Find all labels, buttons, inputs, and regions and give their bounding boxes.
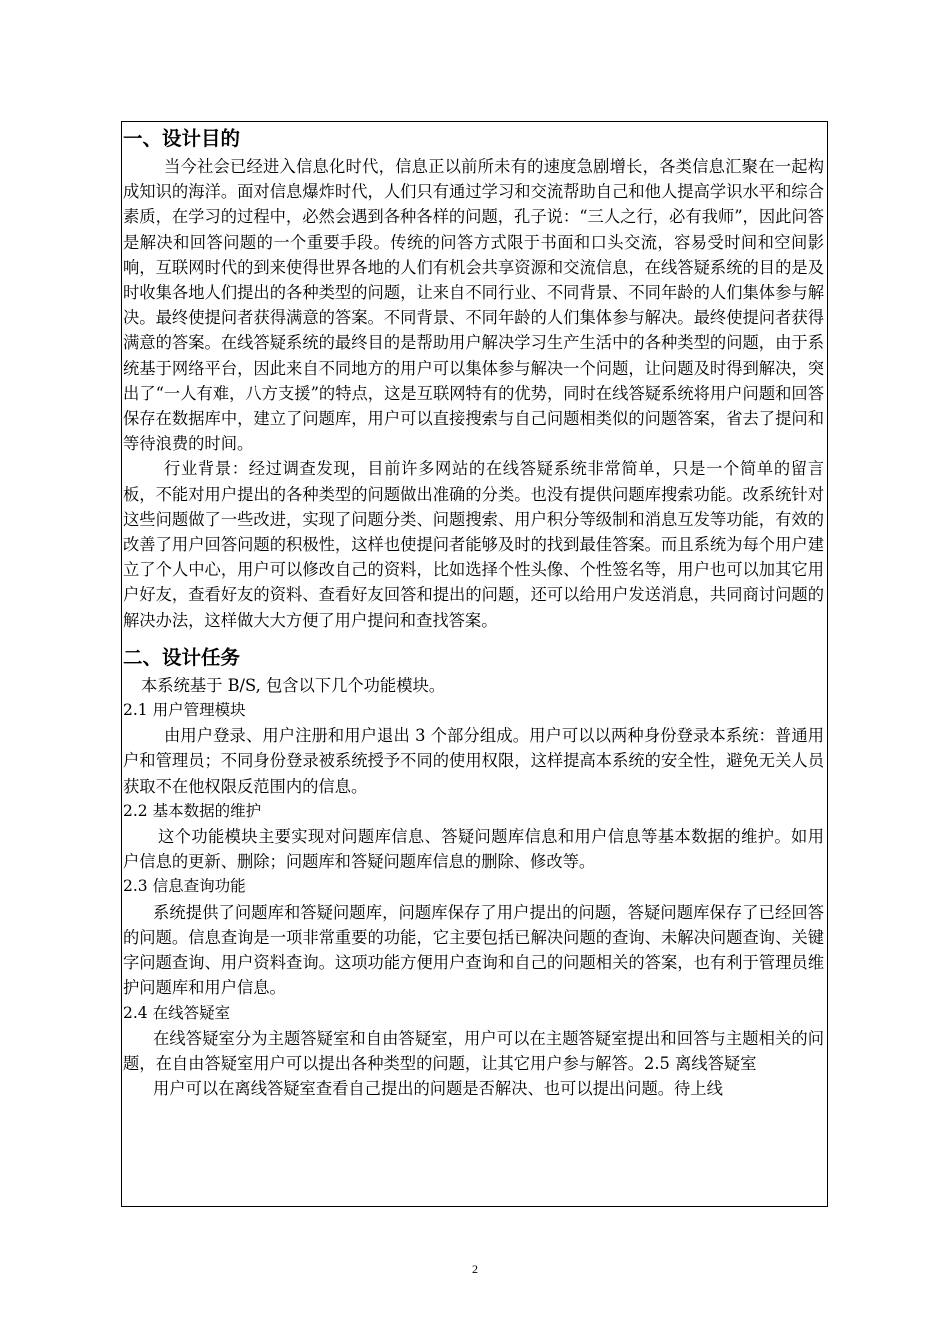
paragraph-offline-qa-room: 用户可以在离线答疑室查看自己提出的问题是否解决、也可以提出问题。待上线 <box>153 1079 723 1099</box>
paragraph-info-query: 系统提供了问题库和答疑问题库，问题库保存了用户提出的问题，答疑问题库保存了已经回答的问题。信息查询是一项非常重要的功能，它主要包括已解决问题的查询、未解决问题查询、关键字问题查询、用户资料查询。这项功能方便用户查询和自己的问题相关的答案，也有利于管理员维护问题库和用户信息。 <box>123 902 824 998</box>
paragraph-user-management: 由用户登录、用户注册和用户退出 3 个部分组成。用户可以以两种身份登录本系统：普通用户和管理员；不同身份登录被系统授予不同的使用权限，这样提高本系统的安全性，避免无关人员获取不在他权限反范围内的信息。 <box>123 726 824 796</box>
paragraph-data-maintenance: 这个功能模块主要实现对问题库信息、答疑问题库信息和用户信息等基本数据的维护。如用户信息的更新、删除；问题库和答疑问题库信息的删除、修改等。 <box>123 827 824 872</box>
section-heading-design-purpose: 一、设计目的 <box>123 127 241 150</box>
paragraph-background: 当今社会已经进入信息化时代，信息正以前所未有的速度急剧增长，各类信息汇聚在一起构成知识的海洋。面对信息爆炸时代，人们只有通过学习和交流帮助自己和他人提高学识水平和综合素质，在学习的过程中，必然会遇到各种各样的问题，孔子说：“三人之行，必有我师”，因此问答是解决和回答问题的一个重要手段。传统的问答方式限于书面和口头交流，容易受时间和空间影响，互联网时代的到来使得世界各地的人们有机会共享资源和交流信息，在线答疑系统的目的是及时收集各地人们提出的各种类型的问题，让来自不同行业、不同背景、不同年龄的人们集体参与解决。最终使提问者获得满意的答案。不同背景、不同年龄的人们集体参与解决。最终使提问者获得满意的答案。在线答疑系统的最终目的是帮助用户解决学习生产生活中的各种类型的问题，由于系统基于网络平台，因此来自不同地方的用户可以集体参与解决一个问题，让问题及时得到解决，突出了“一人有难，八方支援”的特点，这是互联网特有的优势，同时在线答疑系统将用户问题和回答保存在数据库中，建立了问题库，用户可以直接搜索与自己问题相类似的问题答案，省去了提问和等待浪费的时间。 <box>123 157 824 454</box>
paragraph-system-intro: 本系统基于 B/S, 包含以下几个功能模块。 <box>141 675 446 695</box>
subsection-title-info-query: 2.3 信息查询功能 <box>123 877 246 896</box>
paragraph-online-qa-room: 在线答疑室分为主题答疑室和自由答疑室，用户可以在主题答疑室提出和回答与主题相关的问题，在自由答疑室用户可以提出各种类型的问题，让其它用户参与解答。2.5 离线答疑室 <box>123 1028 824 1073</box>
content-table-cell <box>121 121 828 1207</box>
subsection-title-online-qa-room: 2.4 在线答疑室 <box>123 1003 231 1022</box>
subsection-title-data-maintenance: 2.2 基本数据的维护 <box>123 801 262 820</box>
page-number: 2 <box>472 1262 478 1276</box>
subsection-title-user-management: 2.1 用户管理模块 <box>123 701 246 720</box>
paragraph-industry-background: 行业背景：经过调查发现，目前许多网站的在线答疑系统非常简单，只是一个简单的留言板，不能对用户提出的各种类型的问题做出准确的分类。也没有提供问题库搜索功能。改系统针对这些问题做了一些改进，实现了问题分类、问题搜索、用户积分等级制和消息互发等功能，有效的改善了用户回答问题的积极性，这样也使提问者能够及时的找到最佳答案。而且系统为每个用户建立了个人中心，用户可以修改自己的资料，比如选择个性头像、个性签名等，用户也可以加其它用户好友，查看好友的资料、查看好友回答和提出的问题，还可以给用户发送消息，共同商讨问题的解决办法，这样做大大方便了用户提问和查找答案。 <box>123 459 824 630</box>
section-heading-design-task: 二、设计任务 <box>123 645 241 669</box>
